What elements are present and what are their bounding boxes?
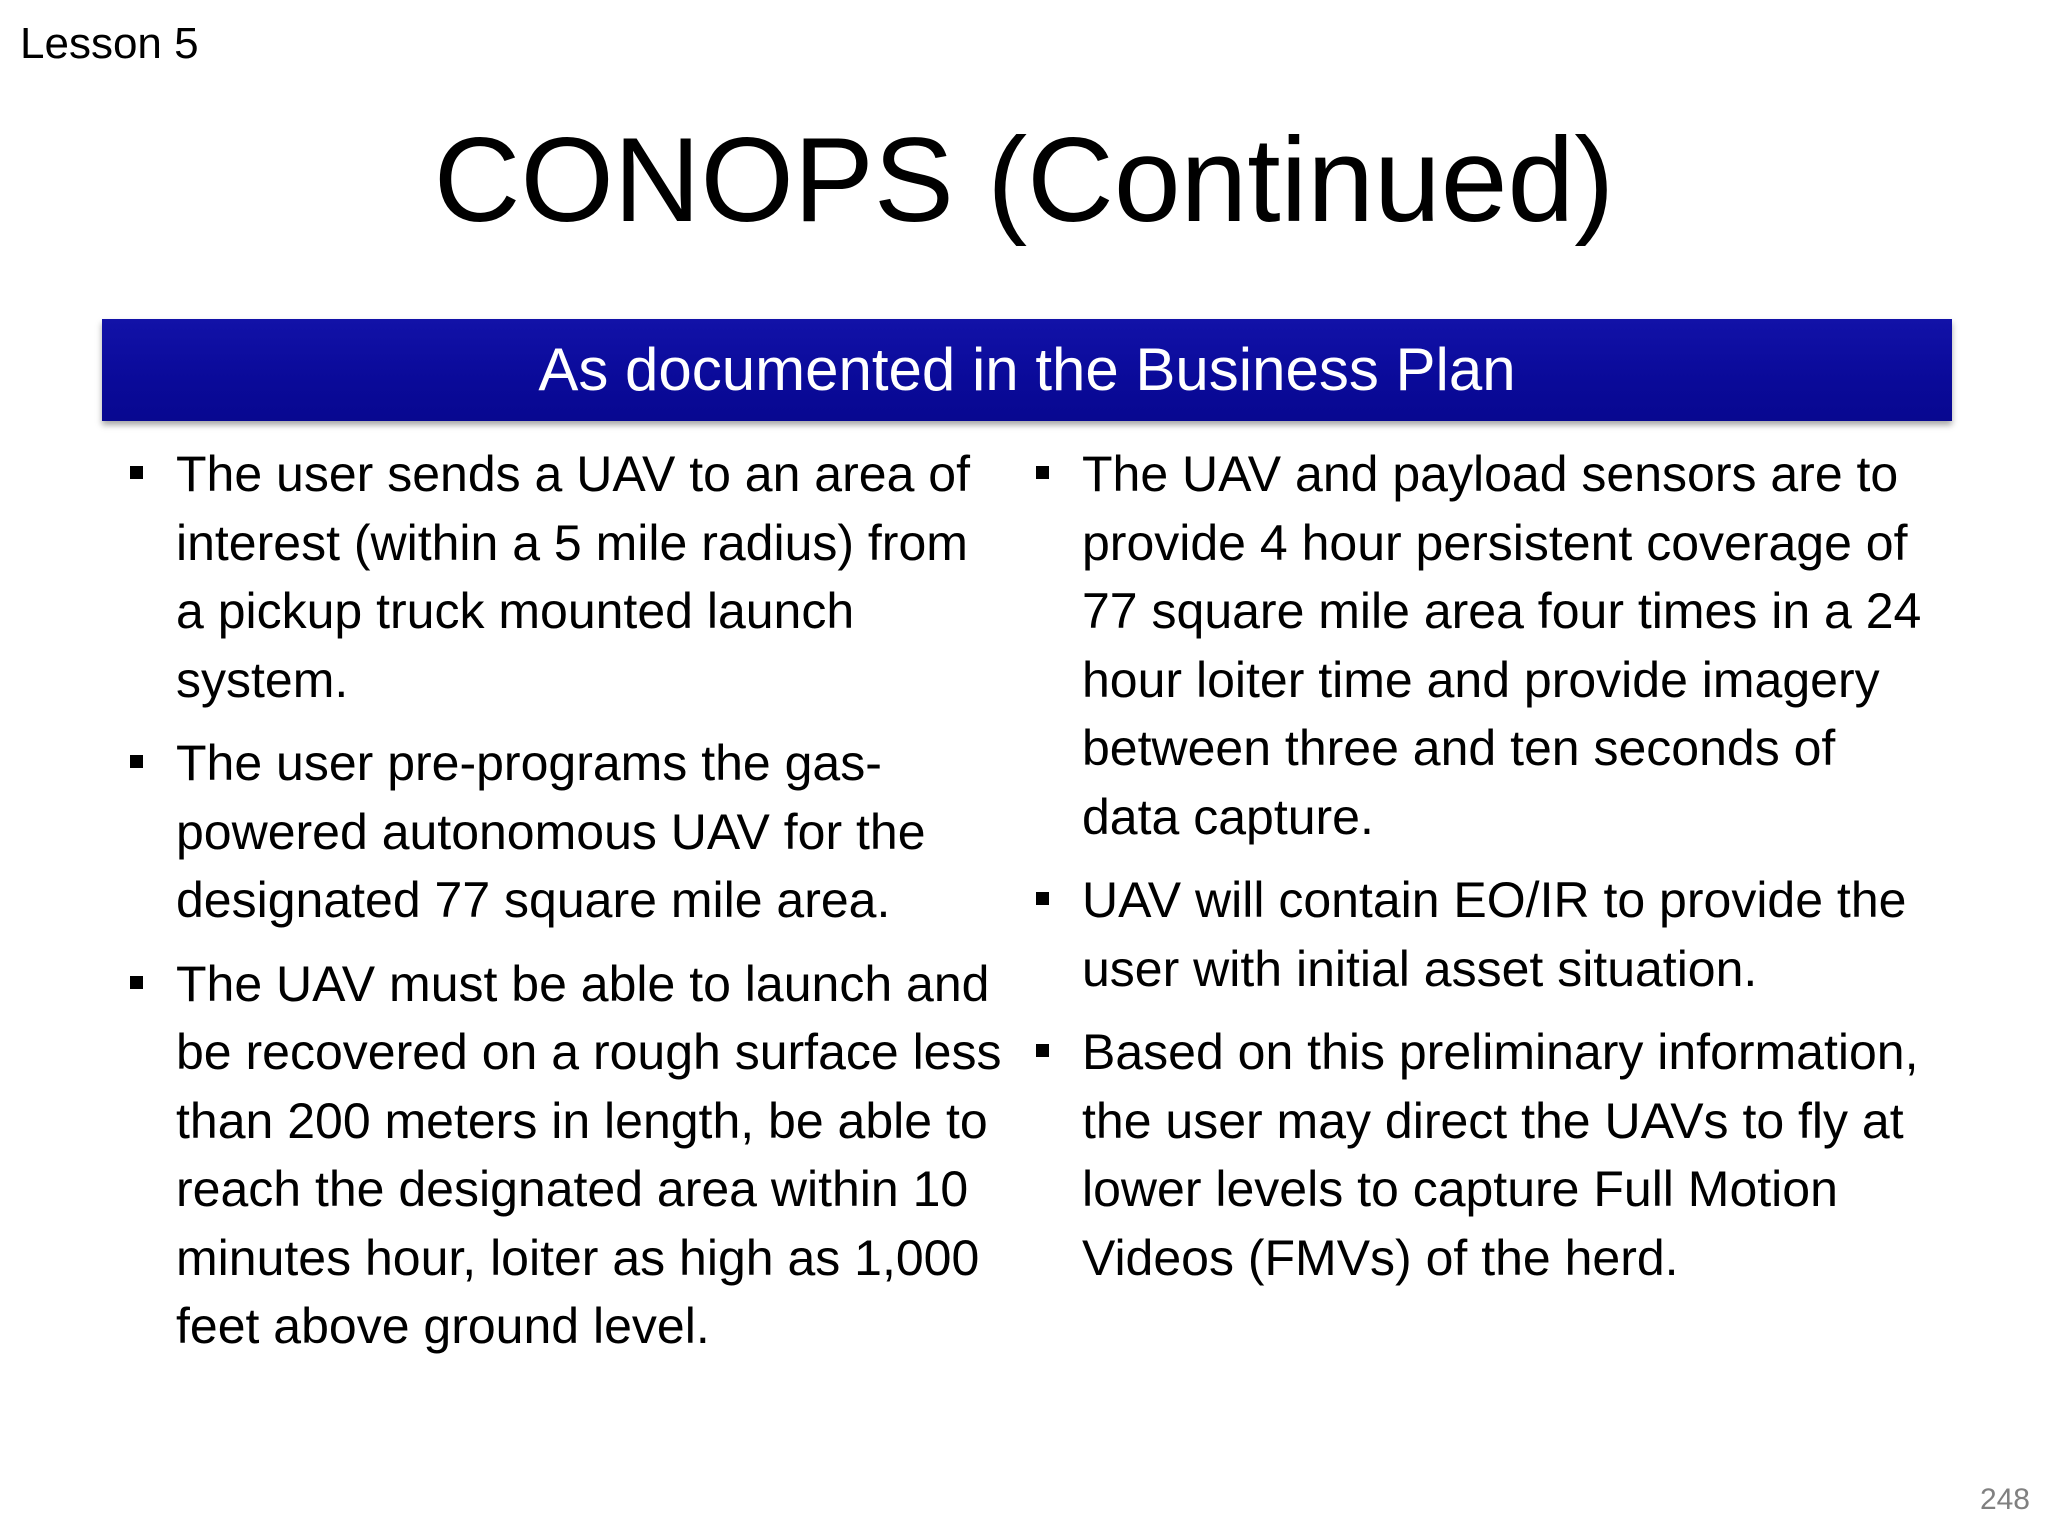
square-bullet-icon <box>130 755 143 768</box>
bullet-item <box>128 440 1008 714</box>
bullet-text: Based on this preliminary information, the user may direct the UAVs to fly at lower levels to capture Full Motion Videos (FMVs) of the herd. <box>1082 1024 1919 1286</box>
square-bullet-icon <box>1036 466 1049 479</box>
bullet-text: The UAV and payload sensors are to provide 4 hour persistent coverage of 77 square mile area four times in a 24 hour loiter time and provide imagery between three and ten seconds of data capture. <box>1082 446 1922 845</box>
slide-title: CONOPS (Continued) <box>433 113 1615 247</box>
banner-text: As documented in the Business Plan <box>538 336 1516 403</box>
bullet-item <box>1034 440 1934 851</box>
square-bullet-icon <box>1036 892 1049 905</box>
bullet-item <box>1034 866 1934 1003</box>
bullet-text: UAV will contain EO/IR to provide the user with initial asset situation. <box>1082 872 1907 997</box>
section-banner <box>102 319 1952 421</box>
bullet-text: The user sends a UAV to an area of interest (within a 5 mile radius) from a pickup truck mounted launch system. <box>176 446 970 708</box>
left-bullet-list <box>128 440 1008 1376</box>
square-bullet-icon <box>130 466 143 479</box>
lesson-label: Lesson 5 <box>20 19 199 68</box>
page-number: 248 <box>1979 1483 2030 1516</box>
bullet-text: The UAV must be able to launch and be recovered on a rough surface less than 200 meters in length, be able to reach the designated area within 10 minutes hour, loiter as high as 1,000 feet above ground level. <box>176 955 1002 1354</box>
bullet-text: The user pre-programs the gas-powered autonomous UAV for the designated 77 square mile area. <box>176 735 926 928</box>
bullet-item <box>128 950 1008 1361</box>
square-bullet-icon <box>130 976 143 989</box>
bullet-item <box>1034 1018 1934 1292</box>
bullet-item <box>128 729 1008 935</box>
right-bullet-list <box>1034 440 1934 1307</box>
square-bullet-icon <box>1036 1044 1049 1057</box>
